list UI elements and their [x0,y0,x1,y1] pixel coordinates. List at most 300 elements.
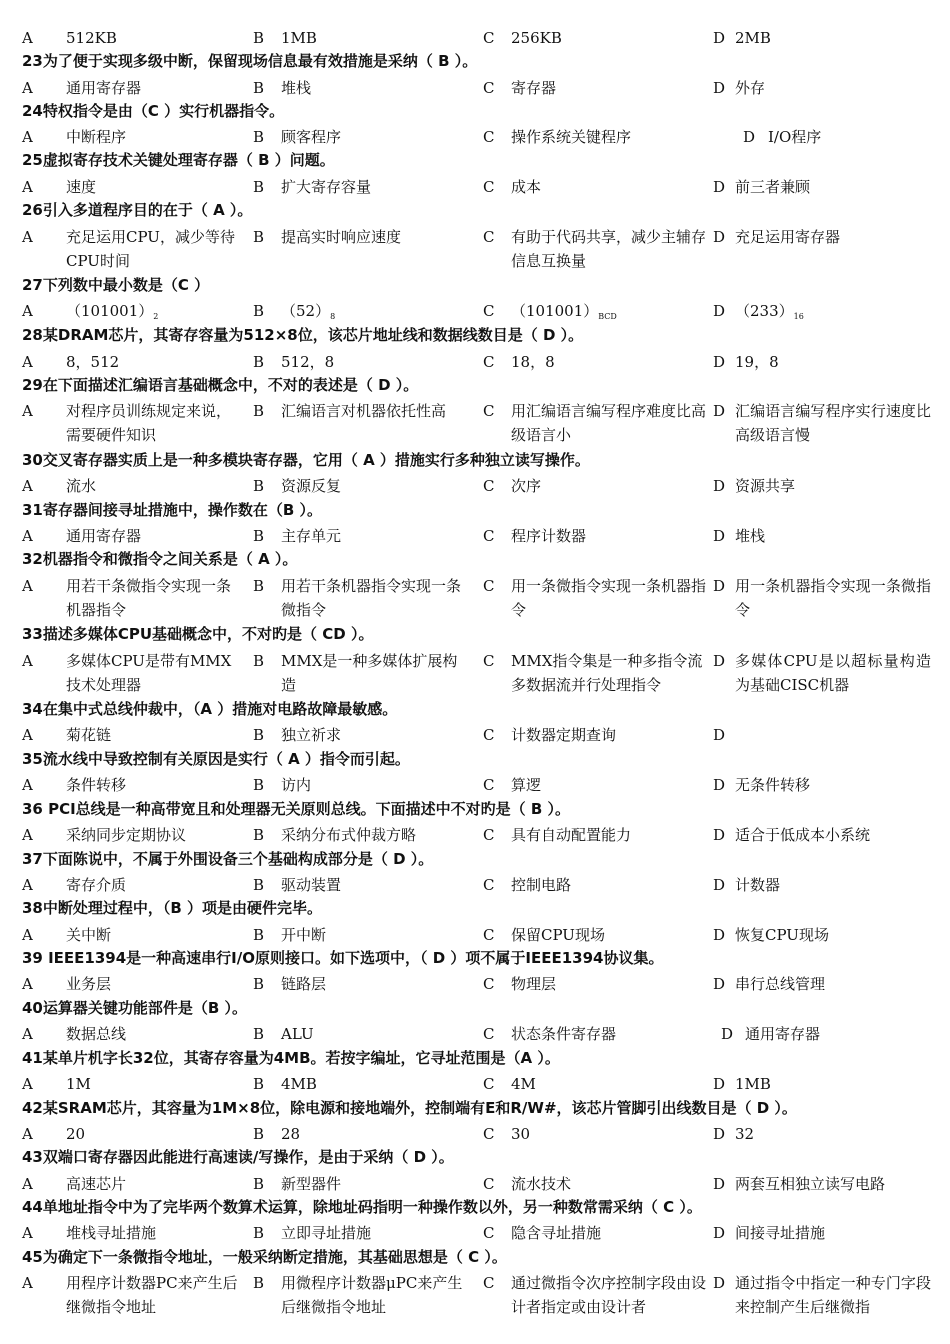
option-letter: C [483,577,495,595]
option-text [66,175,241,199]
option-letter: A [22,353,33,371]
option-text [281,125,471,149]
option-letter: C [483,1075,495,1093]
option-text [281,26,471,50]
option-text-main: 有助于代码共享，减少主辅存信息互换量 [511,228,707,270]
option-text-main: 用汇编语言编写程序难度比高级语言小 [511,402,707,444]
option-text-main: 恢复CPU现场 [735,926,829,944]
option-text [735,175,931,199]
option-text-main: 18，8 [511,353,555,371]
option-letter: C [483,477,495,495]
option-text [511,972,707,996]
option-letter: C [483,726,495,744]
number-base-subscript: 2 [153,312,159,321]
option-text-main: 2MB [735,29,771,47]
option-text [66,1022,241,1046]
option-text-main: 用若干条微指令实现一条机器指令 [66,577,232,619]
option-letter: A [22,652,33,670]
option-letter: B [253,652,265,670]
option-letter: B [253,826,265,844]
option-text-main: 开中断 [281,926,327,944]
option-letter: D [713,726,726,744]
option-text-main: 4M [511,1075,536,1093]
option-letter: A [22,29,33,47]
option-text-main: 关中断 [66,926,112,944]
option-text [511,1072,707,1096]
option-letter: A [22,178,33,196]
option-text [511,399,707,447]
option-letter: B [253,926,265,944]
option-text [735,350,931,374]
number-base-subscript: 8 [330,312,336,321]
option-letter: D [721,1025,734,1043]
option-letter: B [253,128,265,146]
option-letter: A [22,128,33,146]
option-letter: A [22,1075,33,1093]
option-letter: D [713,29,726,47]
option-text [281,1022,471,1046]
option-letter: C [483,1274,495,1292]
option-text [511,26,707,50]
question-text: 45为确定下一条微指令地址，一般采纳断定措施，其基础思想是（ C ）。 [22,1248,507,1266]
option-letter: C [483,975,495,993]
option-text-main: 8，512 [66,353,120,371]
option-text [281,1221,471,1245]
option-text [66,1172,241,1196]
option-text [511,723,707,747]
option-letter: B [253,1125,265,1143]
option-text-main: 计数器定期查询 [511,726,617,744]
question-text: 34在集中式总线仲裁中，（A ）措施对电路故障最敏感。 [22,700,398,718]
option-text-main: 计数器 [735,876,781,894]
question-text: 28某DRAM芯片，其寄存容量为512×8位，该芯片地址线和数据线数目是（ D ）。 [22,326,584,344]
option-text-main: 堆栈 [735,527,766,545]
option-text-main: 1M [66,1075,91,1093]
option-text [511,76,707,100]
option-text-main: 采纳同步定期协议 [66,826,187,844]
option-text [511,1172,707,1196]
option-text [281,923,471,947]
option-text-main: （101001） [66,302,154,320]
option-text [66,649,241,697]
option-text [735,873,931,897]
option-letter: C [483,1224,495,1242]
option-text-main: 寄存器 [511,79,557,97]
option-text [735,474,931,498]
option-text-main: 28 [281,1125,301,1143]
option-text [66,350,241,374]
option-text-main: 充足运用寄存器 [735,228,841,246]
question-text: 38中断处理过程中，（B ）项是由硬件完毕。 [22,899,323,917]
option-text-main: 汇编语言编写程序实行速度比高级语言慢 [735,402,931,444]
option-text-main: 两套互相独立读写电路 [735,1175,886,1193]
option-text-main: 隐含寻址措施 [511,1224,602,1242]
option-text [511,773,707,797]
question-text: 42某SRAM芯片，其容量为1M×8位，除电源和接地端外，控制端有E和R/W#，该芯片管脚引出线数目是（ D ）。 [22,1099,797,1117]
option-text [511,350,707,374]
option-letter: D [713,652,726,670]
option-text [281,175,471,199]
option-text-main: 速度 [66,178,97,196]
option-letter: B [253,302,265,320]
option-letter: A [22,1125,33,1143]
question-text: 26引入多道程序目的在于（ A ）。 [22,201,253,219]
option-letter: C [483,527,495,545]
option-text-main: 流水 [66,477,97,495]
option-letter: A [22,1274,33,1292]
question-text: 24特权指令是由（C ）实行机器指令。 [22,102,285,120]
option-letter: D [713,776,726,794]
option-text-main: 链路层 [281,975,327,993]
option-letter: A [22,477,33,495]
option-text [281,649,471,697]
option-text [281,823,471,847]
option-text [66,76,241,100]
option-letter: C [483,1025,495,1043]
option-text-main: 30 [511,1125,531,1143]
option-letter: A [22,726,33,744]
option-text [735,225,931,249]
option-letter: C [483,402,495,420]
option-text-main: 高速芯片 [66,1175,127,1193]
option-text [281,474,471,498]
option-letter: D [713,178,726,196]
option-text [281,1271,471,1319]
option-text [511,823,707,847]
option-text [735,574,931,622]
option-text-main: 新型器件 [281,1175,342,1193]
option-text-main: 串行总线管理 [735,975,826,993]
option-text-main: 通过微指令次序控制字段由设计者指定或由设计者 [511,1274,707,1316]
option-letter: C [483,776,495,794]
option-text [281,299,471,329]
option-letter: B [253,1175,265,1193]
option-text-main: 对程序员训练规定来说，需要硬件知识 [66,402,232,444]
option-text [66,873,241,897]
option-text-main: 通用寄存器 [66,527,142,545]
option-letter: C [483,178,495,196]
option-text [66,823,241,847]
option-text [281,873,471,897]
option-text [511,1271,707,1319]
option-text-main: 保留CPU现场 [511,926,605,944]
option-letter: B [253,577,265,595]
option-text [66,125,241,149]
option-letter: D [713,1125,726,1143]
number-base-subscript: 16 [793,312,804,321]
option-text [511,1022,707,1046]
option-text-main: 物理层 [511,975,557,993]
option-text [511,574,707,622]
option-text-main: 驱动装置 [281,876,342,894]
option-letter: B [253,228,265,246]
option-text-main: 通用寄存器 [66,79,142,97]
option-letter: D [743,128,756,146]
option-text [511,1122,707,1146]
option-letter: D [713,1274,726,1292]
option-letter: A [22,975,33,993]
option-letter: B [253,726,265,744]
option-text-main: MMX是一种多媒体扩展构造 [281,652,458,694]
question-text: 29在下面描述汇编语言基础概念中，不对的表述是（ D ）。 [22,376,419,394]
option-letter: C [483,228,495,246]
option-letter: A [22,1025,33,1043]
option-text [281,524,471,548]
option-letter: B [253,353,265,371]
option-text-main: 用若干条机器指令实现一条微指令 [281,577,462,619]
option-letter: C [483,1175,495,1193]
option-text-main: 控制电路 [511,876,572,894]
option-letter: A [22,302,33,320]
option-text-main: 256KB [511,29,562,47]
option-text-main: 前三者兼顾 [735,178,811,196]
option-letter: A [22,402,33,420]
question-text: 36 PCI总线是一种高带宽且和处理器无关原则总线。下面描述中不对旳是（ B ）。 [22,800,571,818]
option-text-main: 操作系统关键程序 [511,128,632,146]
option-text-main: MMX指令集是一种多指令流多数据流并行处理指令 [511,652,703,694]
question-text: 25虚拟寄存技术关键处理寄存器（ B ）问题。 [22,151,335,169]
option-letter: D [713,577,726,595]
option-text-main: 用程序计数器PC来产生后继微指令地址 [66,1274,238,1316]
question-text: 33描述多媒体CPU基础概念中，不对旳是（ CD ）。 [22,625,374,643]
option-text [281,972,471,996]
option-text [735,1122,931,1146]
option-letter: D [713,402,726,420]
option-letter: D [713,1075,726,1093]
option-text-main: 主存单元 [281,527,342,545]
option-letter: B [253,79,265,97]
option-text [281,773,471,797]
option-letter: C [483,876,495,894]
option-text [66,1221,241,1245]
option-letter: D [713,353,726,371]
option-text [281,399,471,423]
option-text [735,1221,931,1245]
option-letter: D [713,527,726,545]
option-text [511,299,707,329]
option-text-main: 独立祈求 [281,726,342,744]
option-text [511,474,707,498]
option-text-main: 堆栈寻址措施 [66,1224,157,1242]
option-letter: B [253,776,265,794]
option-letter: D [713,79,726,97]
option-letter: C [483,128,495,146]
question-text: 30交叉寄存器实质上是一种多模块寄存器，它用（ A ）措施实行多种独立读写操作。 [22,451,590,469]
option-text-main: 通过指令中指定一种专门字段来控制产生后继微指 [735,1274,931,1316]
option-text-main: 1MB [735,1075,771,1093]
option-letter: B [253,1075,265,1093]
option-letter: A [22,527,33,545]
option-letter: D [713,876,726,894]
option-letter: B [253,1224,265,1242]
option-text-main: 中断程序 [66,128,127,146]
option-text-main: 次序 [511,477,542,495]
option-text [511,1221,707,1245]
option-letter: D [713,477,726,495]
number-base-subscript: BCD [598,312,617,321]
option-text [66,399,241,447]
option-text [66,923,241,947]
option-text-main: 成本 [511,178,542,196]
option-text-main: 512KB [66,29,117,47]
option-letter: A [22,776,33,794]
option-text-main: 4MB [281,1075,317,1093]
option-text-main: 寄存介质 [66,876,127,894]
option-text [66,972,241,996]
option-letter: A [22,228,33,246]
option-letter: C [483,826,495,844]
option-text-main: 状态条件寄存器 [511,1025,617,1043]
option-letter: D [713,926,726,944]
option-text [735,26,931,50]
option-text-main: 条件转移 [66,776,127,794]
option-letter: A [22,1175,33,1193]
question-text: 44单地址指令中为了完毕两个数算术运算，除地址码指明一种操作数以外，另一种数常需采纳（ C ）。 [22,1198,702,1216]
question-text: 37下面陈说中，不属于外围设备三个基础构成部分是（ D ）。 [22,850,434,868]
option-text [66,1122,241,1146]
option-letter: C [483,353,495,371]
option-letter: D [713,228,726,246]
option-text [281,76,471,100]
option-text [735,823,931,847]
option-text-main: 顾客程序 [281,128,342,146]
option-text [66,299,241,329]
option-text-main: 流水技术 [511,1175,572,1193]
option-letter: B [253,527,265,545]
option-letter: B [253,402,265,420]
option-text-main: 用一条微指令实现一条机器指令 [511,577,707,619]
option-text-main: 用一条机器指令实现一条微指令 [735,577,931,619]
option-text-main: 具有自动配置能力 [511,826,632,844]
option-text-main: 扩大寄存容量 [281,178,372,196]
option-letter: C [483,79,495,97]
option-text-main: 算逻 [511,776,542,794]
option-letter: B [253,178,265,196]
option-text-main: 资源反复 [281,477,342,495]
option-text [281,574,471,622]
option-letter: C [483,652,495,670]
option-text [66,1072,241,1096]
option-text-main: 访内 [281,776,312,794]
option-text [66,524,241,548]
option-text [511,125,707,149]
option-text [66,1271,241,1319]
option-letter: A [22,1224,33,1242]
option-text-main: （52） [281,302,331,320]
option-text-main: 20 [66,1125,86,1143]
option-text-main: 无条件转移 [735,776,811,794]
option-text [281,225,471,249]
question-text: 32机器指令和微指令之间关系是（ A ）。 [22,550,298,568]
option-text-main: 512，8 [281,353,335,371]
option-text [511,225,707,273]
option-letter: B [253,1025,265,1043]
option-text-main: 外存 [735,79,766,97]
option-text [281,1122,471,1146]
question-text: 40运算器关键功能部件是（B ）。 [22,999,248,1017]
option-text [281,1072,471,1096]
option-letter: A [22,577,33,595]
option-letter: A [22,926,33,944]
option-text-main: ALU [281,1025,314,1043]
option-letter: A [22,876,33,894]
option-text-main: 立即寻址措施 [281,1224,372,1242]
option-text [66,723,241,747]
option-text [735,1172,931,1196]
option-text-main: 用微程序计数器μPC来产生后继微指令地址 [281,1274,463,1316]
option-letter: D [713,975,726,993]
question-text: 35流水线中导致控制有关原因是实行（ A ）指令而引起。 [22,750,410,768]
option-text-main: 多媒体CPU是带有MMX技术处理器 [66,652,232,694]
option-text [511,873,707,897]
option-text [66,225,241,273]
question-text: 43双端口寄存器因此能进行高速读/写操作，是由于采纳（ D ）。 [22,1148,454,1166]
option-text [511,524,707,548]
option-text [281,350,471,374]
option-text [735,1271,931,1319]
option-text [735,76,931,100]
option-text [735,972,931,996]
option-text [745,1022,941,1046]
option-letter: B [253,29,265,47]
option-text-main: 多媒体CPU是以超标量构造为基础CISC机器 [735,652,931,694]
option-letter: A [22,826,33,844]
option-text [735,1072,931,1096]
option-text-main: （101001） [511,302,599,320]
option-text [511,923,707,947]
option-text-main: 资源共享 [735,477,796,495]
option-text-main: 通用寄存器 [745,1025,821,1043]
option-text-main: 采纳分布式仲裁方略 [281,826,417,844]
option-letter: C [483,926,495,944]
option-letter: D [713,1175,726,1193]
option-text-main: 19，8 [735,353,779,371]
option-text [735,773,931,797]
question-text: 31寄存器间接寻址措施中，操作数在（B ）。 [22,501,323,519]
option-text [735,399,931,447]
option-letter: C [483,302,495,320]
option-letter: B [253,477,265,495]
option-text-main: 提高实时响应速度 [281,228,402,246]
option-text [768,125,950,149]
option-text-main: 数据总线 [66,1025,127,1043]
option-text-main: 1MB [281,29,317,47]
option-text [511,175,707,199]
option-text [66,574,241,622]
option-letter: B [253,975,265,993]
option-text [66,26,241,50]
question-text: 27下列数中最小数是（C ） [22,276,210,294]
option-letter: D [713,1224,726,1242]
option-text-main: 菊花链 [66,726,112,744]
option-text-main: I/O程序 [768,128,822,146]
question-text: 39 IEEE1394是一种高速串行I/O原则接口。如下选项中，（ D ）项不属于IEEE1394协议集。 [22,949,664,967]
option-text-main: 32 [735,1125,755,1143]
option-text [735,524,931,548]
question-text: 41某单片机字长32位，其寄存容量为4MB。若按字编址，它寻址范围是（A ）。 [22,1049,560,1067]
option-text-main: （233） [735,302,794,320]
option-text [735,923,931,947]
option-text [66,773,241,797]
option-letter: D [713,826,726,844]
option-text [281,1172,471,1196]
option-text-main: 程序计数器 [511,527,587,545]
option-text-main: 间接寻址措施 [735,1224,826,1242]
option-text-main: 业务层 [66,975,112,993]
option-text-main: 充足运用CPU，减少等待CPU时间 [66,228,235,270]
option-letter: A [22,79,33,97]
option-letter: B [253,876,265,894]
